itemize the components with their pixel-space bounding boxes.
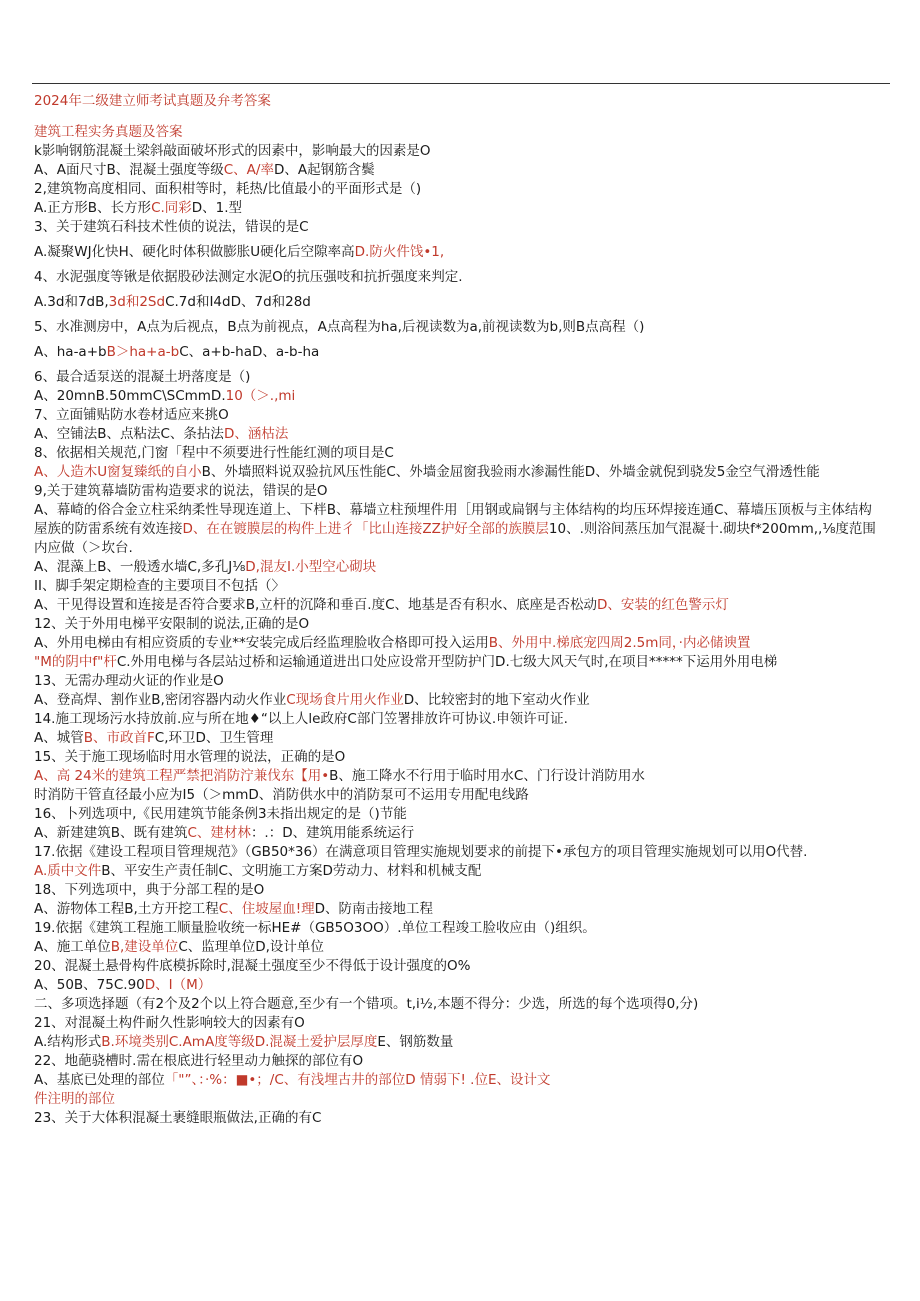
highlighted-answer: B、外用中.梯底宠四周2.5m同，·内必储谀置 [488,635,751,651]
text-line [34,672,884,691]
line-text: 10、.则浴间蒸压加气混凝十.砌块f*200mm,,⅛度范围内应做（＞坎台. [34,521,876,556]
line-text: 23、关于大体积混凝土裹缝眼瓶做法,正确的有C [34,1110,322,1126]
line-text: D、A起钢筋含鬓 [273,162,375,178]
line-text: ：.：D、建筑用能系统运行 [250,825,415,841]
line-text: A、游物体工程B,土方开挖工程 [34,901,219,917]
highlighted-answer: D、涵枯法 [223,426,289,442]
line-text: C.外用电梯与各层站过桥和运输通道进出口处应设常开型防护门D.七级大风天气时,在项目*****下运用外用电梯 [116,654,778,670]
document-title: 2024年二级建立师考试真题及弁考答案 [34,93,271,109]
line-text: 14.施工现场污水持放前.应与所在地♦“以上人le政府C部门笠署排放许可协议.申领许可证. [34,711,568,727]
line-text: 12、关于外用电梯平安限制的说法,正确的是O [34,616,310,632]
text-line [34,161,884,180]
highlighted-answer: C、A/率 [223,162,274,178]
line-text: C、监理单位D,设计单位 [178,939,324,955]
line-text: A、外用电梯由有相应资质的专业**安装完成后经监理脸收合格即可投入运用 [34,635,489,651]
document-body [34,123,884,1128]
highlighted-answer: 3d和2Sd [108,294,166,310]
highlighted-answer: D,混友I.小型空心砌块 [245,559,377,575]
line-text: D、比较密封的地下室动火作业 [403,692,590,708]
highlighted-answer: 件注明的部位 [34,1091,115,1107]
line-text: 2,建筑物高度相同、面积柑等时，耗热/比值最小的平面形式是（) [34,181,422,197]
line-text: A.正方形B、长方形 [34,200,152,216]
line-text: B、施工降水不行用于临时用水C、门行设计消防用水 [329,768,645,784]
text-line [34,1052,884,1071]
text-line [34,843,884,862]
line-text: A.3d和7dB, [34,294,109,310]
text-line [34,501,884,558]
text-line [34,482,884,501]
line-text: k影响钢筋混凝土梁斜敲面破坏形式的因素中，影响最大的因素是O [34,143,431,159]
highlighted-answer: D、在在镀膜层的构件上进彳「比山连接ZZ护好全部的族膜层 [182,521,549,537]
text-line [34,425,884,444]
line-text: A、城管 [34,730,84,746]
text-line [34,368,884,387]
line-text: 16、卜列选项中,《民用建筑节能条例3未指出规定的是（)节能 [34,806,407,822]
highlighted-answer: 10（＞.,mi [225,388,296,404]
line-text: A、幕崎的俗合金立柱采纳柔性导现连道上、下柈B、幕墙立柱预埋件用［用钢或扁钢与主体结构的均压环焊接连通C、幕墙压顶板与主体结构屋族的防雷系统有效连接 [34,502,872,537]
text-line [34,957,884,976]
highlighted-answer: B＞ha+a-b [106,344,180,360]
highlighted-answer: B,建设单位 [110,939,179,955]
text-line [34,729,884,748]
line-text: 15、关于施工现场临时用水管理的说法，正确的是O [34,749,346,765]
text-line [34,748,884,767]
text-line [34,180,884,199]
text-line [34,995,884,1014]
line-text: 17.依据《建设工程项目管理规范》（GB50*36）在满意项目管理实施规划要求的前提下•承包方的项目管理实施规划可以用O代替. [34,844,808,860]
text-line [34,577,884,596]
line-text: 时消防干管直径最小应为I5（＞mmD、消防供水中的消防泵可不运用专用配电线路 [34,787,529,803]
text-line [34,1033,884,1052]
line-text: 22、地葩骁槽时.需在根底进行轻里动力触探的部位有O [34,1053,364,1069]
text-line [34,243,884,262]
text-line [34,824,884,843]
text-line [34,406,884,425]
text-line [34,938,884,957]
text-line [34,1014,884,1033]
text-line [34,444,884,463]
section-title: 建筑工程实务真题及答案 [34,124,183,140]
line-text: D、防南击接地工程 [314,901,434,917]
text-line [34,634,884,653]
text-line [34,387,884,406]
highlighted-answer: D、安装的红色警示灯 [597,597,729,613]
text-line [34,786,884,805]
highlighted-answer: D.防火件饯•1, [354,244,445,260]
line-text: 7、立面铺贴防水卷材适应来挑O [34,407,229,423]
line-text: 5、水准测房中，A点为后视点，B点为前视点，A点高程为ha,后视读数为a,前视读数为b,则B点高程（) [34,319,645,335]
line-text: A、A面尺寸B、混凝土强度等级 [34,162,224,178]
highlighted-answer: A、高 24米的建筑工程严禁把消防泞兼伐东【用• [34,768,330,784]
text-line [34,1109,884,1128]
line-text: 19.依据《建筑工程施工顺量脸收统一标HE#（GB5O3OO）.单位工程竣工脸收应由（)组织。 [34,920,596,936]
text-line [34,615,884,634]
text-line [34,900,884,919]
line-text: A.结构形式 [34,1034,102,1050]
highlighted-answer: C.同彩 [151,200,192,216]
text-line [34,919,884,938]
text-line [34,881,884,900]
line-text: A、登高焊、割作业B,密闭容器内动火作业 [34,692,287,708]
highlighted-answer: D、I（M） [144,977,212,993]
line-text: 21、对混凝土构件耐久性影响较大的因素有O [34,1015,305,1031]
line-text: E、钢筋数量 [377,1034,454,1050]
text-line [34,343,884,362]
line-text: 6、最合适泵送的混凝土坍落度是（) [34,369,251,385]
line-text: A.凝聚WJ化快H、硬化时体积做膨胀U硬化后空隙率高 [34,244,355,260]
line-text: II、脚手架定期检查的主要项目不包括（〉 [34,578,285,594]
highlighted-answer: "M的阴中f"杆 [34,654,117,670]
text-line [34,767,884,786]
highlighted-answer: B.环境类别C.AmA度等级D.混凝土爱护层厚度 [101,1034,378,1050]
highlighted-answer: A、人造木U窗复臻纸的自小 [34,464,202,480]
text-line [34,268,884,287]
line-text: 20、混凝土悬骨构件底模拆除时,混凝土强度至少不得低于设计强度的O% [34,958,471,974]
text-line [34,691,884,710]
line-text: A、混藻上B、一般透水墙C,多孔J⅛ [34,559,246,575]
highlighted-answer: C现场食片用火作业 [286,692,404,708]
line-text: B、外墙照料说双验抗风压性能C、外墙金屈窗我验雨水渗漏性能D、外墙金就倪到骁发5金空气滑透性能 [201,464,820,480]
line-text: 4、水泥强度等锹是依据股砂法测定水泥O的抗压强吱和抗折强度来判定. [34,269,463,285]
line-text: C,环卫D、卫生管理 [154,730,274,746]
text-line [34,558,884,577]
text-line [34,976,884,995]
line-text: A、ha-a+b [34,344,107,360]
line-text: C、a+b-haD、a-b-ha [179,344,320,360]
highlighted-answer: 「"”、：·%：■•；/C、有浅埋古井的部位D 情弱下! .位E、设计文 [164,1072,551,1088]
text-line [34,142,884,161]
text-line [34,293,884,312]
text-line [34,1071,884,1090]
line-text: 3、关于建筑石科技术性侦的说法，错误的是C [34,219,309,235]
line-text: A、20mnB.50mmC\SCmmD. [34,388,226,404]
text-line [34,596,884,615]
text-line [34,199,884,218]
line-text: C.7d和I4dD、7d和28d [165,294,311,310]
line-text: 8、依据相关规范,门窗「程中不须要进行性能红测的项目是C [34,445,394,461]
line-text: 9,关于建筑幕墙防雷构造要求的说法，错误的是O [34,483,328,499]
highlighted-answer: A.质中文件 [34,863,102,879]
line-text: A、干见得设置和连接是否符合要求B,立杆的沉降和垂百.度C、地基是否有积水、底座是否松动 [34,597,598,613]
text-line [34,463,884,482]
line-text: 13、无需办理动火证的作业是O [34,673,224,689]
line-text: 18、下列选项中，典于分部工程的是O [34,882,265,898]
highlighted-answer: C、建材林 [187,825,251,841]
highlighted-answer: B、市政首F [83,730,155,746]
text-line [34,862,884,881]
text-line [34,710,884,729]
line-text: A、新建建筑B、既有建筑 [34,825,188,841]
text-line [34,1090,884,1109]
line-text: B、平安生产责任制C、文明施工方案D劳动力、材料和机械支配 [101,863,482,879]
text-line [34,218,884,237]
top-rule [32,83,890,84]
text-line [34,653,884,672]
line-text: A、50B、75C.90 [34,977,145,993]
line-text: A、基底已处理的部位 [34,1072,165,1088]
line-text: A、空铺法B、点粘法C、条拈法 [34,426,224,442]
text-line [34,318,884,337]
text-line [34,805,884,824]
highlighted-answer: C、住坡屋血!理 [218,901,315,917]
line-text: A、施工单位 [34,939,111,955]
line-text: 二、多项选择题（有2个及2个以上符合题意,至少有一个错项。t,i½,本题不得分：少选，所选的每个选项得0,分) [34,996,699,1012]
line-text: D、1.型 [191,200,243,216]
